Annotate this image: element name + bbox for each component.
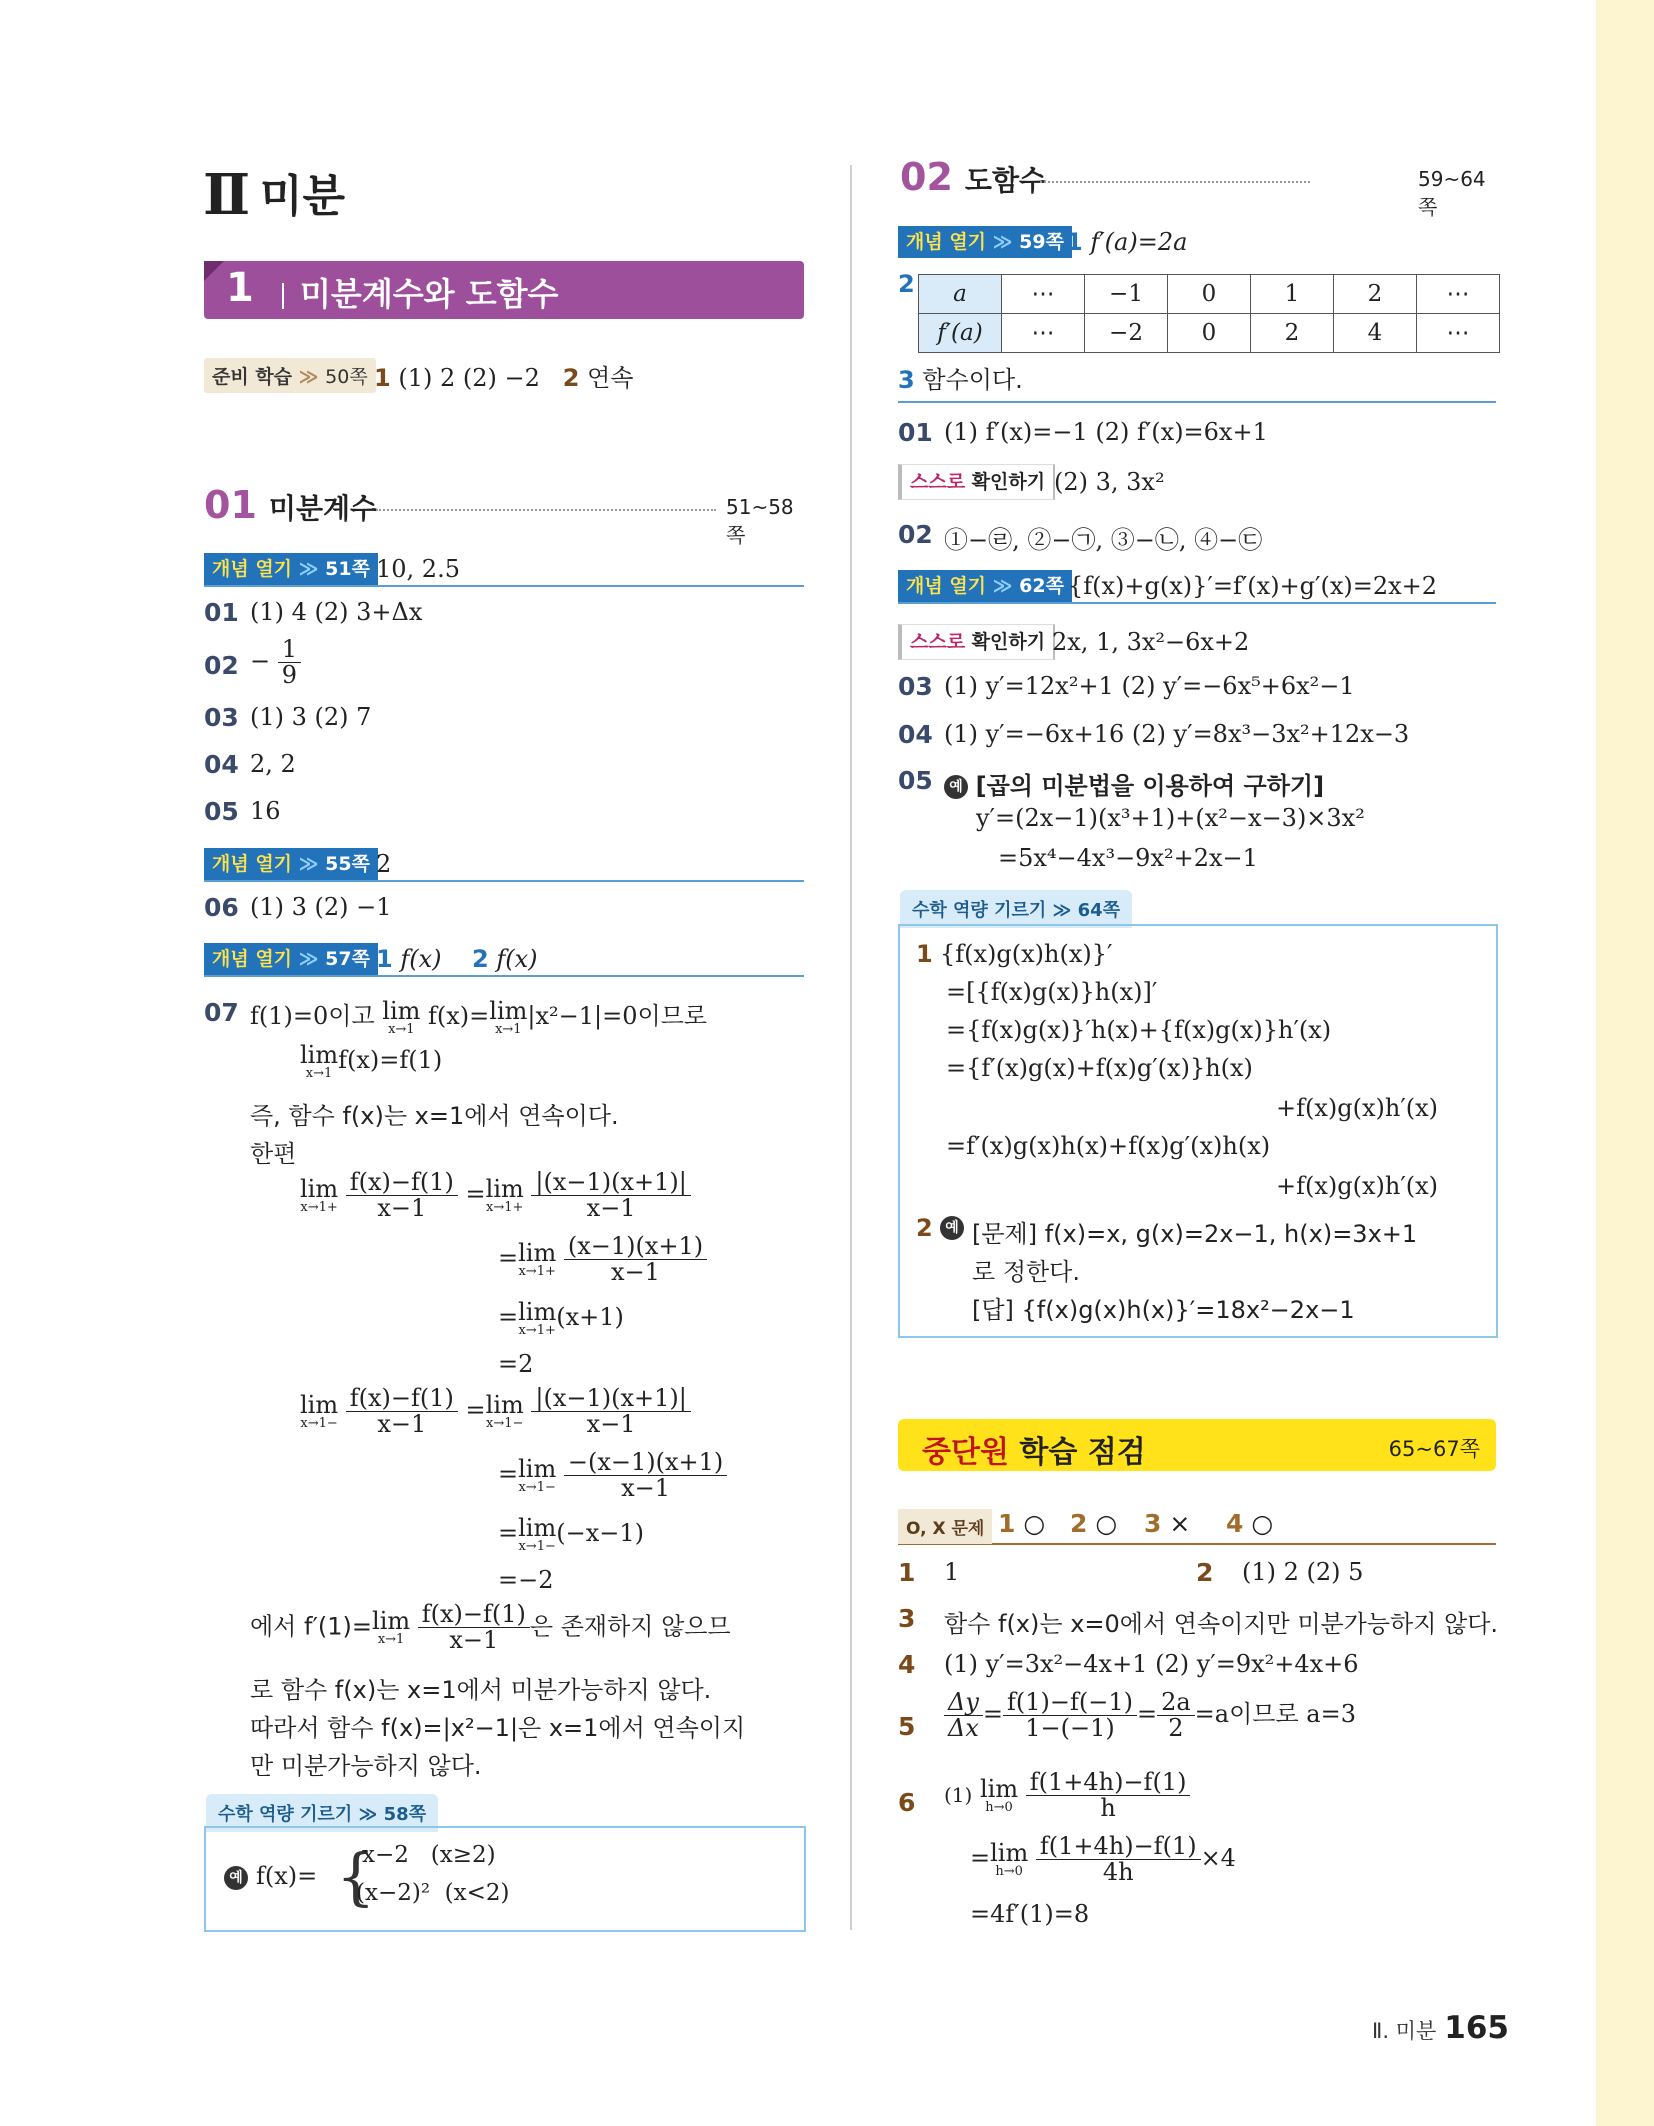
unit-banner-notch [204, 261, 224, 281]
table-cell: ⋯ [1002, 275, 1085, 314]
ability2-line: ={f′(x)g(x)+f(x)g′(x)}h(x) [946, 1054, 1253, 1082]
fraction [531, 1386, 690, 1437]
fraction [346, 1170, 458, 1221]
denominator: x−1 [586, 1194, 636, 1223]
lim-sub: x→1+ [300, 1200, 338, 1216]
lim-text: lim [489, 997, 528, 1025]
lim-sub: x→1− [300, 1416, 338, 1432]
concept-answer: 10, 2.5 [376, 555, 460, 583]
m4-number: 4 [898, 1650, 916, 1679]
q07-line3: 즉, 함수 f(x)는 x=1에서 연속이다. [250, 1102, 619, 1130]
lim-sub: x→1 [305, 1066, 333, 1081]
ox-row [898, 1509, 1496, 1545]
r03-answer: (1) y′=12x²+1 (2) y′=−6x⁵+6x²−1 [944, 672, 1355, 700]
midtest-banner [898, 1419, 1496, 1471]
q07-line2-text: f(x)=f(1) [338, 1046, 443, 1074]
r05-line1: y′=(2x−1)(x³+1)+(x²−x−3)×3x² [976, 804, 1365, 832]
concept-label-text: 개념 열기 [212, 948, 293, 970]
ability-box-64 [898, 924, 1498, 1338]
page-footer [1372, 2010, 1509, 2046]
numerator: f(x)−f(1) [346, 1170, 458, 1196]
lim-text: lim [300, 1391, 339, 1420]
table-cell: −2 [1085, 314, 1168, 353]
m3-number: 3 [898, 1604, 916, 1633]
m6-tail: ×4 [1200, 1844, 1236, 1873]
lim-sub: x→1 [388, 1022, 415, 1037]
midtest-title-a: 중단원 [922, 1435, 1009, 1470]
numerator: −(x−1)(x+1) [564, 1450, 727, 1476]
ability-tag-64 [900, 890, 1132, 928]
lim-text: lim [990, 1839, 1029, 1868]
q3-number: 3 [898, 366, 915, 394]
fraction [346, 1386, 458, 1437]
unit-title-text: 미분계수와 도함수 [300, 275, 559, 313]
prep-answers [374, 358, 633, 393]
fraction [564, 1234, 707, 1285]
prep-page: 50쪽 [325, 366, 368, 388]
ability-page: 58쪽 [383, 1804, 427, 1825]
q07-conclusion-2: 로 함수 f(x)는 x=1에서 미분가능하지 않다. [250, 1676, 712, 1704]
prep-answer2: 연속 [587, 364, 634, 392]
page-number: 165 [1444, 2010, 1509, 2046]
ability2-problem: [문제] f(x)=x, g(x)=2x−1, h(x)=3x+1 [972, 1220, 1418, 1248]
lim [486, 1177, 524, 1214]
section-01-leader [376, 509, 716, 511]
ability2-line: =[{f(x)g(x)}h(x)]′ [946, 978, 1158, 1006]
table-row-fa [919, 314, 1500, 353]
lim-text: lim [518, 1514, 557, 1542]
m4-answer: (1) y′=3x²−4x+1 (2) y′=9x²+4x+6 [944, 1650, 1359, 1678]
concept-open-55 [204, 848, 804, 882]
ability2-line: =f′(x)g(x)h(x)+f(x)g′(x)h(x) [946, 1132, 1271, 1160]
concept-page: 55쪽 [325, 853, 370, 875]
q07-leftlimit-result: =−2 [498, 1566, 554, 1594]
fraction [1003, 1690, 1137, 1741]
numerator: f(1)−f(−1) [1003, 1690, 1137, 1716]
denominator: 1−(−1) [1025, 1714, 1115, 1743]
lim-text: lim [518, 1298, 557, 1326]
q3-text: 함수이다. [922, 366, 1023, 394]
q07-rightlimit-1: lim x→1+ $\frac{f(x)-f(1)}{x-1}$ = lim x→1+ $\frac{|(x-1)(x+1)|}{x-1}$ [300, 1170, 691, 1221]
self-check-label-b: 확인하기 [965, 631, 1046, 653]
self-check-label-a: 스스로 [910, 471, 966, 493]
chapter-title: 미분 [260, 171, 346, 222]
concept-59-num: 1 [1066, 228, 1083, 256]
self-check-label-b: 확인하기 [965, 471, 1046, 493]
m6-number: 6 [898, 1788, 916, 1817]
ability-arrow: ≫ [1052, 900, 1072, 921]
q02-numerator: 1 [278, 637, 301, 663]
ability2-num2: 2 [916, 1214, 933, 1242]
lim [486, 1393, 524, 1430]
concept-arrow: ≫ [992, 231, 1013, 253]
prep-answer-num2: 2 [562, 364, 580, 392]
piecewise-case1: x−2 (x≥2) [362, 1842, 496, 1868]
concept-label [204, 943, 378, 975]
q05-number: 05 [204, 797, 239, 826]
r03-number: 03 [898, 672, 933, 701]
concept-label [898, 226, 1072, 258]
brace-icon: { [336, 1840, 376, 1913]
denominator: x−1 [449, 1626, 499, 1655]
concept-page: 62쪽 [1019, 575, 1064, 597]
section-01-number: 01 [204, 483, 257, 527]
prep-answer1: (1) 2 (2) −2 [398, 364, 540, 392]
q07-leftlimit-3: = lim x→1− (−x−1) [498, 1514, 644, 1554]
q07-conclusion-1a: 에서 f′(1)= [250, 1612, 373, 1641]
lim-sub: x→1+ [518, 1323, 556, 1338]
numerator: 2a [1157, 1690, 1195, 1716]
r04-answer: (1) y′=−6x+16 (2) y′=8x³−3x²+12x−3 [944, 720, 1410, 748]
fraction [1036, 1834, 1201, 1885]
concept-59-answer [1066, 226, 1187, 258]
concept-label [204, 553, 378, 585]
lim-sub: x→1− [486, 1416, 524, 1432]
unit-title [282, 269, 558, 315]
r01-number: 01 [898, 418, 933, 447]
q02-answer [250, 637, 301, 688]
q07-rightlimit-2: = lim x→1+ $\frac{(x-1)(x+1)}{x-1}$ [498, 1234, 707, 1285]
table-cell: −1 [1085, 275, 1168, 314]
r04-number: 04 [898, 720, 933, 749]
concept-page: 57쪽 [325, 948, 370, 970]
lim-sub: h→0 [985, 1800, 1013, 1816]
m3-answer: 함수 f(x)는 x=0에서 연속이지만 미분가능하지 않다. [944, 1610, 1499, 1638]
midtest-title [922, 1427, 1146, 1471]
concept-answer1: f(x) [400, 945, 442, 973]
m6-part: (1) [944, 1783, 973, 1808]
lim-sub: x→1− [518, 1539, 556, 1554]
lim [300, 1393, 338, 1430]
m6-line3: =4f′(1)=8 [970, 1900, 1090, 1928]
concept-open-51 [204, 553, 804, 587]
ox-item-3 [1144, 1509, 1190, 1538]
ability2-answer: [답] {f(x)g(x)h(x)}′=18x²−2x−1 [972, 1296, 1355, 1324]
lim-sub: x→1 [495, 1022, 522, 1037]
r05-line2: =5x⁴−4x³−9x²+2x−1 [998, 844, 1258, 872]
r02-answer: ①−㉣, ②−㉠, ③−㉡, ④−㉢ [944, 526, 1263, 554]
ox-value: × [1169, 1509, 1191, 1538]
table-cell: 2 [1334, 275, 1417, 314]
concept-answer [376, 943, 538, 975]
lim [990, 1841, 1028, 1878]
lim-text: lim [485, 1391, 524, 1420]
midtest-title-b: 학습 점검 [1008, 1435, 1146, 1470]
lim-text: lim [518, 1455, 557, 1484]
q02-sign: − [250, 647, 271, 676]
numerator: f(1+4h)−f(1) [1036, 1834, 1201, 1860]
lim-text: lim [518, 1239, 557, 1268]
denominator: x−1 [377, 1410, 427, 1439]
section-01-heading [204, 483, 804, 547]
piecewise-case2: (x−2)² (x<2) [356, 1880, 510, 1906]
lim [372, 1609, 410, 1646]
q02-denominator: 9 [281, 661, 298, 690]
section-02-leader [1040, 181, 1310, 183]
ability2-line: {f(x)g(x)h(x)}′ [940, 940, 1113, 968]
denominator: h [1100, 1794, 1116, 1823]
m5-number: 5 [898, 1712, 916, 1741]
self-check-2-answer: 2x, 1, 3x²−6x+2 [1052, 628, 1250, 656]
lim [518, 1457, 556, 1494]
fraction [1157, 1690, 1195, 1741]
q07-line2 [300, 1043, 442, 1080]
numerator: |(x−1)(x+1)| [531, 1170, 690, 1196]
table-cell: 0 [1168, 314, 1251, 353]
concept-answer-num2: 2 [472, 945, 489, 973]
m2-answer: (1) 2 (2) 5 [1242, 1558, 1364, 1586]
unit-separator [282, 283, 284, 309]
q01-answer: (1) 4 (2) 3+Δx [250, 598, 423, 626]
ox-value: ○ [1023, 1509, 1046, 1538]
expr: (x+1) [556, 1303, 624, 1331]
lim-sub: h→0 [995, 1864, 1023, 1880]
m2-number: 2 [1196, 1558, 1214, 1587]
ox-num: 2 [1070, 1509, 1088, 1538]
ability-page: 64쪽 [1077, 900, 1121, 921]
lim-text: lim [372, 1607, 411, 1636]
prep-arrow: ≫ [298, 366, 319, 388]
ability2-line: ={f(x)g(x)}′h(x)+{f(x)g(x)}h′(x) [946, 1016, 1332, 1044]
concept-page: 59쪽 [1019, 231, 1064, 253]
ability2-line: +f(x)g(x)h′(x) [1276, 1094, 1439, 1122]
unit-number: 1 [226, 265, 254, 311]
table-cell: 0 [1168, 275, 1251, 314]
section-02-pages: 59~64쪽 [1418, 167, 1486, 219]
denominator: x−1 [586, 1410, 636, 1439]
ox-tag: O, X 문제 [898, 1509, 992, 1544]
lim-sub: x→1+ [486, 1200, 524, 1216]
unit-banner [204, 261, 804, 319]
lim-text: lim [979, 1775, 1019, 1804]
m5-answer: $\frac{\Delta y}{\Delta x}$ = $\frac{f(1)-f(-1)}{1-(-1)}$ = $\frac{2a}{2}$ =a이므로 a=3 [944, 1690, 1356, 1741]
ability-arrow: ≫ [358, 1804, 378, 1825]
fraction [418, 1602, 530, 1653]
expr: (−x−1) [556, 1519, 644, 1547]
fraction [531, 1170, 690, 1221]
self-check-label-a: 스스로 [910, 631, 966, 653]
lim-sub: x→1 [377, 1632, 405, 1648]
table-cell: 4 [1334, 314, 1417, 353]
ox-num: 1 [998, 1509, 1016, 1538]
table-cell: ⋯ [1002, 314, 1085, 353]
q06-answer: (1) 3 (2) −1 [250, 893, 392, 921]
fraction [944, 1690, 983, 1741]
lim [518, 1300, 556, 1337]
q07-line4: 한편 [250, 1140, 297, 1168]
r05-number: 05 [898, 766, 933, 795]
concept-label-text: 개념 열기 [212, 558, 293, 580]
example-badge: 예 [224, 1866, 248, 1890]
q07-leftlimit-1: lim x→1− $\frac{f(x)-f(1)}{x-1}$ = lim x→1− $\frac{|(x-1)(x+1)|}{x-1}$ [300, 1386, 691, 1437]
r02-number: 02 [898, 520, 933, 549]
self-check-1-answer: (2) 3, 3x² [1054, 468, 1165, 496]
lim-sub: x→1+ [518, 1264, 556, 1280]
lim-text: lim [300, 1041, 339, 1069]
section-02-heading [900, 155, 1498, 219]
q02-number: 02 [204, 651, 239, 680]
section-01-pages: 51~58쪽 [726, 495, 794, 547]
table-number: 2 [898, 270, 915, 298]
q07-conclusion-1 [250, 1602, 731, 1653]
q07-rightlimit-result: =2 [498, 1350, 534, 1378]
example-badge: 예 [944, 775, 968, 799]
side-strip [1596, 0, 1654, 2126]
prep-answer-num1: 1 [374, 364, 391, 392]
table-cell: 1 [1251, 275, 1334, 314]
ox-item-2 [1070, 1509, 1117, 1538]
table-cell: ⋯ [1417, 275, 1500, 314]
self-check-1 [898, 464, 1055, 500]
ability2-line: +f(x)g(x)h′(x) [1276, 1172, 1439, 1200]
lim-text: lim [300, 1175, 339, 1204]
r05-head [944, 766, 1324, 801]
q07-lim [300, 1043, 338, 1080]
lim-sub: x→1− [518, 1480, 556, 1496]
section-02-number: 02 [900, 155, 953, 199]
q07-line1-c: |x²−1|=0이므로 [527, 1002, 708, 1030]
numerator: (x−1)(x+1) [564, 1234, 707, 1260]
concept-open-57 [204, 943, 804, 977]
m6-line2: = lim h→0 $\frac{f(1+4h)-f(1)}{4h}$ ×4 [970, 1832, 1236, 1887]
concept-open-62 [898, 570, 1496, 604]
fraction [1026, 1770, 1191, 1821]
m1-number: 1 [898, 1558, 916, 1587]
lim-text: lim [485, 1175, 524, 1204]
piecewise-lhs: f(x)= [256, 1862, 318, 1890]
numerator: f(x)−f(1) [346, 1386, 458, 1412]
denominator: 2 [1168, 1714, 1184, 1743]
concept-label [204, 848, 378, 880]
q01-number: 01 [204, 598, 239, 627]
table-cell: 2 [1251, 314, 1334, 353]
concept-page: 51쪽 [325, 558, 370, 580]
concept-open-59 [898, 226, 1064, 258]
r05-head-text: [곱의 미분법을 이용하여 구하기] [975, 772, 1325, 800]
concept-answer: 2 [376, 850, 392, 878]
ability-label: 수학 역량 기르기 [218, 1804, 353, 1825]
chapter-number: Ⅱ [203, 162, 245, 228]
table-header-fa: f′(a) [919, 314, 1002, 353]
concept-label [898, 570, 1072, 602]
midtest-pages: 65~67쪽 [1388, 1437, 1480, 1461]
q05-answer: 16 [250, 797, 281, 825]
ox-num: 4 [1226, 1509, 1244, 1538]
numerator: f(1+4h)−f(1) [1026, 1770, 1191, 1796]
q07-line1-b: f(x)= [428, 1002, 490, 1030]
fraction [564, 1450, 727, 1501]
q07-line1-a: f(1)=0이고 [250, 1002, 383, 1030]
concept-label-text: 개념 열기 [906, 231, 987, 253]
table-cell: ⋯ [1417, 314, 1500, 353]
table-row-a [919, 275, 1500, 314]
concept-arrow: ≫ [992, 575, 1013, 597]
ox-item-4 [1226, 1509, 1273, 1538]
q03-number: 03 [204, 703, 239, 732]
q03-answer: (1) 3 (2) 7 [250, 703, 372, 731]
q07-conclusion-1b: 은 존재하지 않으므 [529, 1612, 731, 1641]
concept-arrow: ≫ [298, 558, 319, 580]
q07-line1 [250, 996, 707, 1036]
q07-number: 07 [204, 998, 239, 1027]
concept-label-text: 개념 열기 [906, 575, 987, 597]
r01-answer: (1) f′(x)=−1 (2) f′(x)=6x+1 [944, 418, 1268, 446]
lim [518, 1516, 556, 1553]
derivative-table [918, 274, 1500, 353]
prep-label: 준비 학습 [212, 366, 293, 388]
numerator: Δy [944, 1690, 983, 1716]
q3-line [898, 360, 1496, 403]
concept-arrow: ≫ [298, 853, 319, 875]
section-01-title: 미분계수 [268, 492, 378, 525]
q06-number: 06 [204, 893, 239, 922]
ability2-num1: 1 [916, 940, 933, 968]
q07-lim [489, 999, 527, 1036]
q07-rightlimit-3: = lim x→1+ (x+1) [498, 1298, 624, 1338]
prep-tag [204, 358, 376, 393]
column-divider [850, 165, 852, 1930]
concept-arrow: ≫ [298, 948, 319, 970]
denominator: 4h [1102, 1858, 1134, 1887]
q07-leftlimit-2: = lim x→1− $\frac{-(x-1)(x+1)}{x-1}$ [498, 1450, 727, 1501]
lim-text: lim [382, 997, 421, 1025]
q07-conclusion-4: 만 미분가능하지 않다. [250, 1752, 482, 1780]
denominator: x−1 [611, 1258, 660, 1287]
q07-lim [382, 999, 420, 1036]
example-badge: 예 [940, 1216, 964, 1240]
numerator: |(x−1)(x+1)| [531, 1386, 690, 1412]
concept-answer-num1: 1 [376, 945, 393, 973]
section-02-title: 도함수 [964, 164, 1047, 197]
concept-label-text: 개념 열기 [212, 853, 293, 875]
table-header-a: a [919, 275, 1002, 314]
ability-label: 수학 역량 기르기 [912, 900, 1047, 921]
denominator: x−1 [621, 1474, 671, 1503]
m1-answer: 1 [944, 1558, 960, 1586]
denominator: x−1 [377, 1194, 427, 1223]
ox-value: ○ [1251, 1509, 1274, 1538]
q04-number: 04 [204, 750, 239, 779]
concept-59-text: f′(a)=2a [1090, 228, 1188, 256]
ox-value: ○ [1095, 1509, 1118, 1538]
concept-answer2: f(x) [496, 945, 538, 973]
q04-answer: 2, 2 [250, 750, 296, 778]
concept-answer: {f(x)+g(x)}′=f′(x)+g′(x)=2x+2 [1068, 572, 1438, 600]
footer-chapter: Ⅱ. 미분 [1372, 2019, 1437, 2043]
q02-fraction [278, 637, 301, 688]
self-check-2 [898, 624, 1055, 660]
ox-num: 3 [1144, 1509, 1162, 1538]
q07-conclusion-3: 따라서 함수 f(x)=|x²−1|은 x=1에서 연속이지 [250, 1714, 746, 1742]
denominator: Δx [948, 1714, 979, 1743]
m6-line1 [944, 1770, 1190, 1821]
lim [980, 1777, 1018, 1814]
ox-item-1 [998, 1509, 1045, 1538]
numerator: f(x)−f(1) [418, 1602, 530, 1628]
lim [518, 1241, 556, 1278]
m5-tail: =a이므로 a=3 [1194, 1700, 1356, 1729]
lim [300, 1177, 338, 1214]
ability2-problem-2: 로 정한다. [972, 1258, 1080, 1286]
ability-box-58 [204, 1826, 806, 1932]
